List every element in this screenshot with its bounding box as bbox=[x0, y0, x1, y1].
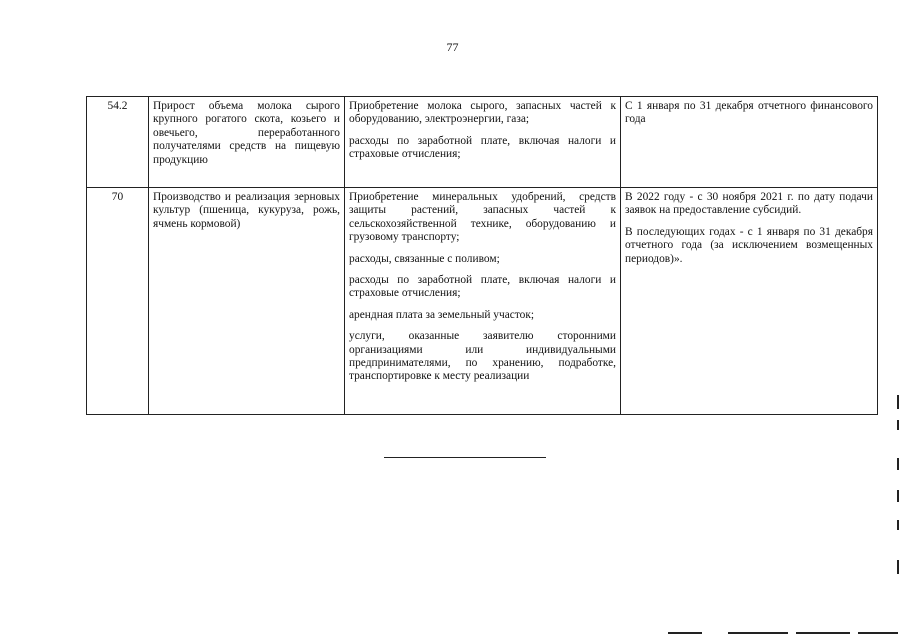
scan-mark bbox=[897, 420, 899, 430]
expense-item: Приобретение минеральных удобрений, средств защиты растений, запасных частей к сельскохозяйственной технике, оборудованию и грузовому транспорту; bbox=[349, 191, 616, 244]
expense-item: расходы по заработной плате, включая налоги и страховые отчисления; bbox=[349, 274, 616, 300]
table-row bbox=[87, 188, 878, 415]
row-period-cell bbox=[621, 188, 878, 415]
end-of-section-rule bbox=[384, 457, 546, 458]
scan-mark bbox=[728, 632, 788, 634]
period-item: В последующих годах - с 1 января по 31 декабря отчетного года (за исключением возмещенных периодов)». bbox=[625, 225, 873, 265]
row-expenses-cell bbox=[345, 188, 621, 415]
subsidy-table bbox=[86, 96, 878, 415]
scan-mark bbox=[796, 632, 850, 634]
expense-item: расходы по заработной плате, включая налоги и страховые отчисления; bbox=[349, 134, 616, 161]
expense-item: арендная плата за земельный участок; bbox=[349, 308, 535, 321]
expense-item: услуги, оказанные заявителю сторонними организациями или индивидуальными предпринимателями, по хранению, подработке, транспортировке к месту реализации bbox=[349, 330, 616, 383]
table-row bbox=[87, 97, 878, 188]
scan-mark bbox=[897, 560, 899, 574]
expense-item: Приобретение молока сырого, запасных частей к оборудованию, электроэнергии, газа; bbox=[349, 100, 616, 126]
scan-mark bbox=[897, 490, 899, 502]
scan-mark bbox=[858, 632, 898, 634]
row-name-cell: Прирост объема молока сырого крупного рогатого скота, козьего и овечьего, переработанного получателями средств на пищевую продукцию bbox=[149, 97, 345, 188]
row-period-cell bbox=[621, 97, 878, 188]
scan-mark bbox=[897, 520, 899, 530]
row-code-cell: 54.2 bbox=[87, 97, 149, 188]
expense-item: расходы, связанные с поливом; bbox=[349, 252, 500, 265]
scan-mark bbox=[897, 458, 899, 470]
period-item: С 1 января по 31 декабря отчетного финансового года bbox=[625, 100, 873, 126]
row-name-cell: Производство и реализация зерновых культур (пшеница, кукуруза, рожь, ячмень кормовой) bbox=[149, 188, 345, 415]
scan-mark bbox=[668, 632, 702, 634]
period-item: В 2022 году - с 30 ноября 2021 г. по дату подачи заявок на предоставление субсидий. bbox=[625, 191, 873, 217]
scan-mark bbox=[897, 395, 899, 409]
row-code-cell: 70 bbox=[87, 188, 149, 415]
row-expenses-cell bbox=[345, 97, 621, 188]
page-number: 77 bbox=[446, 40, 459, 54]
